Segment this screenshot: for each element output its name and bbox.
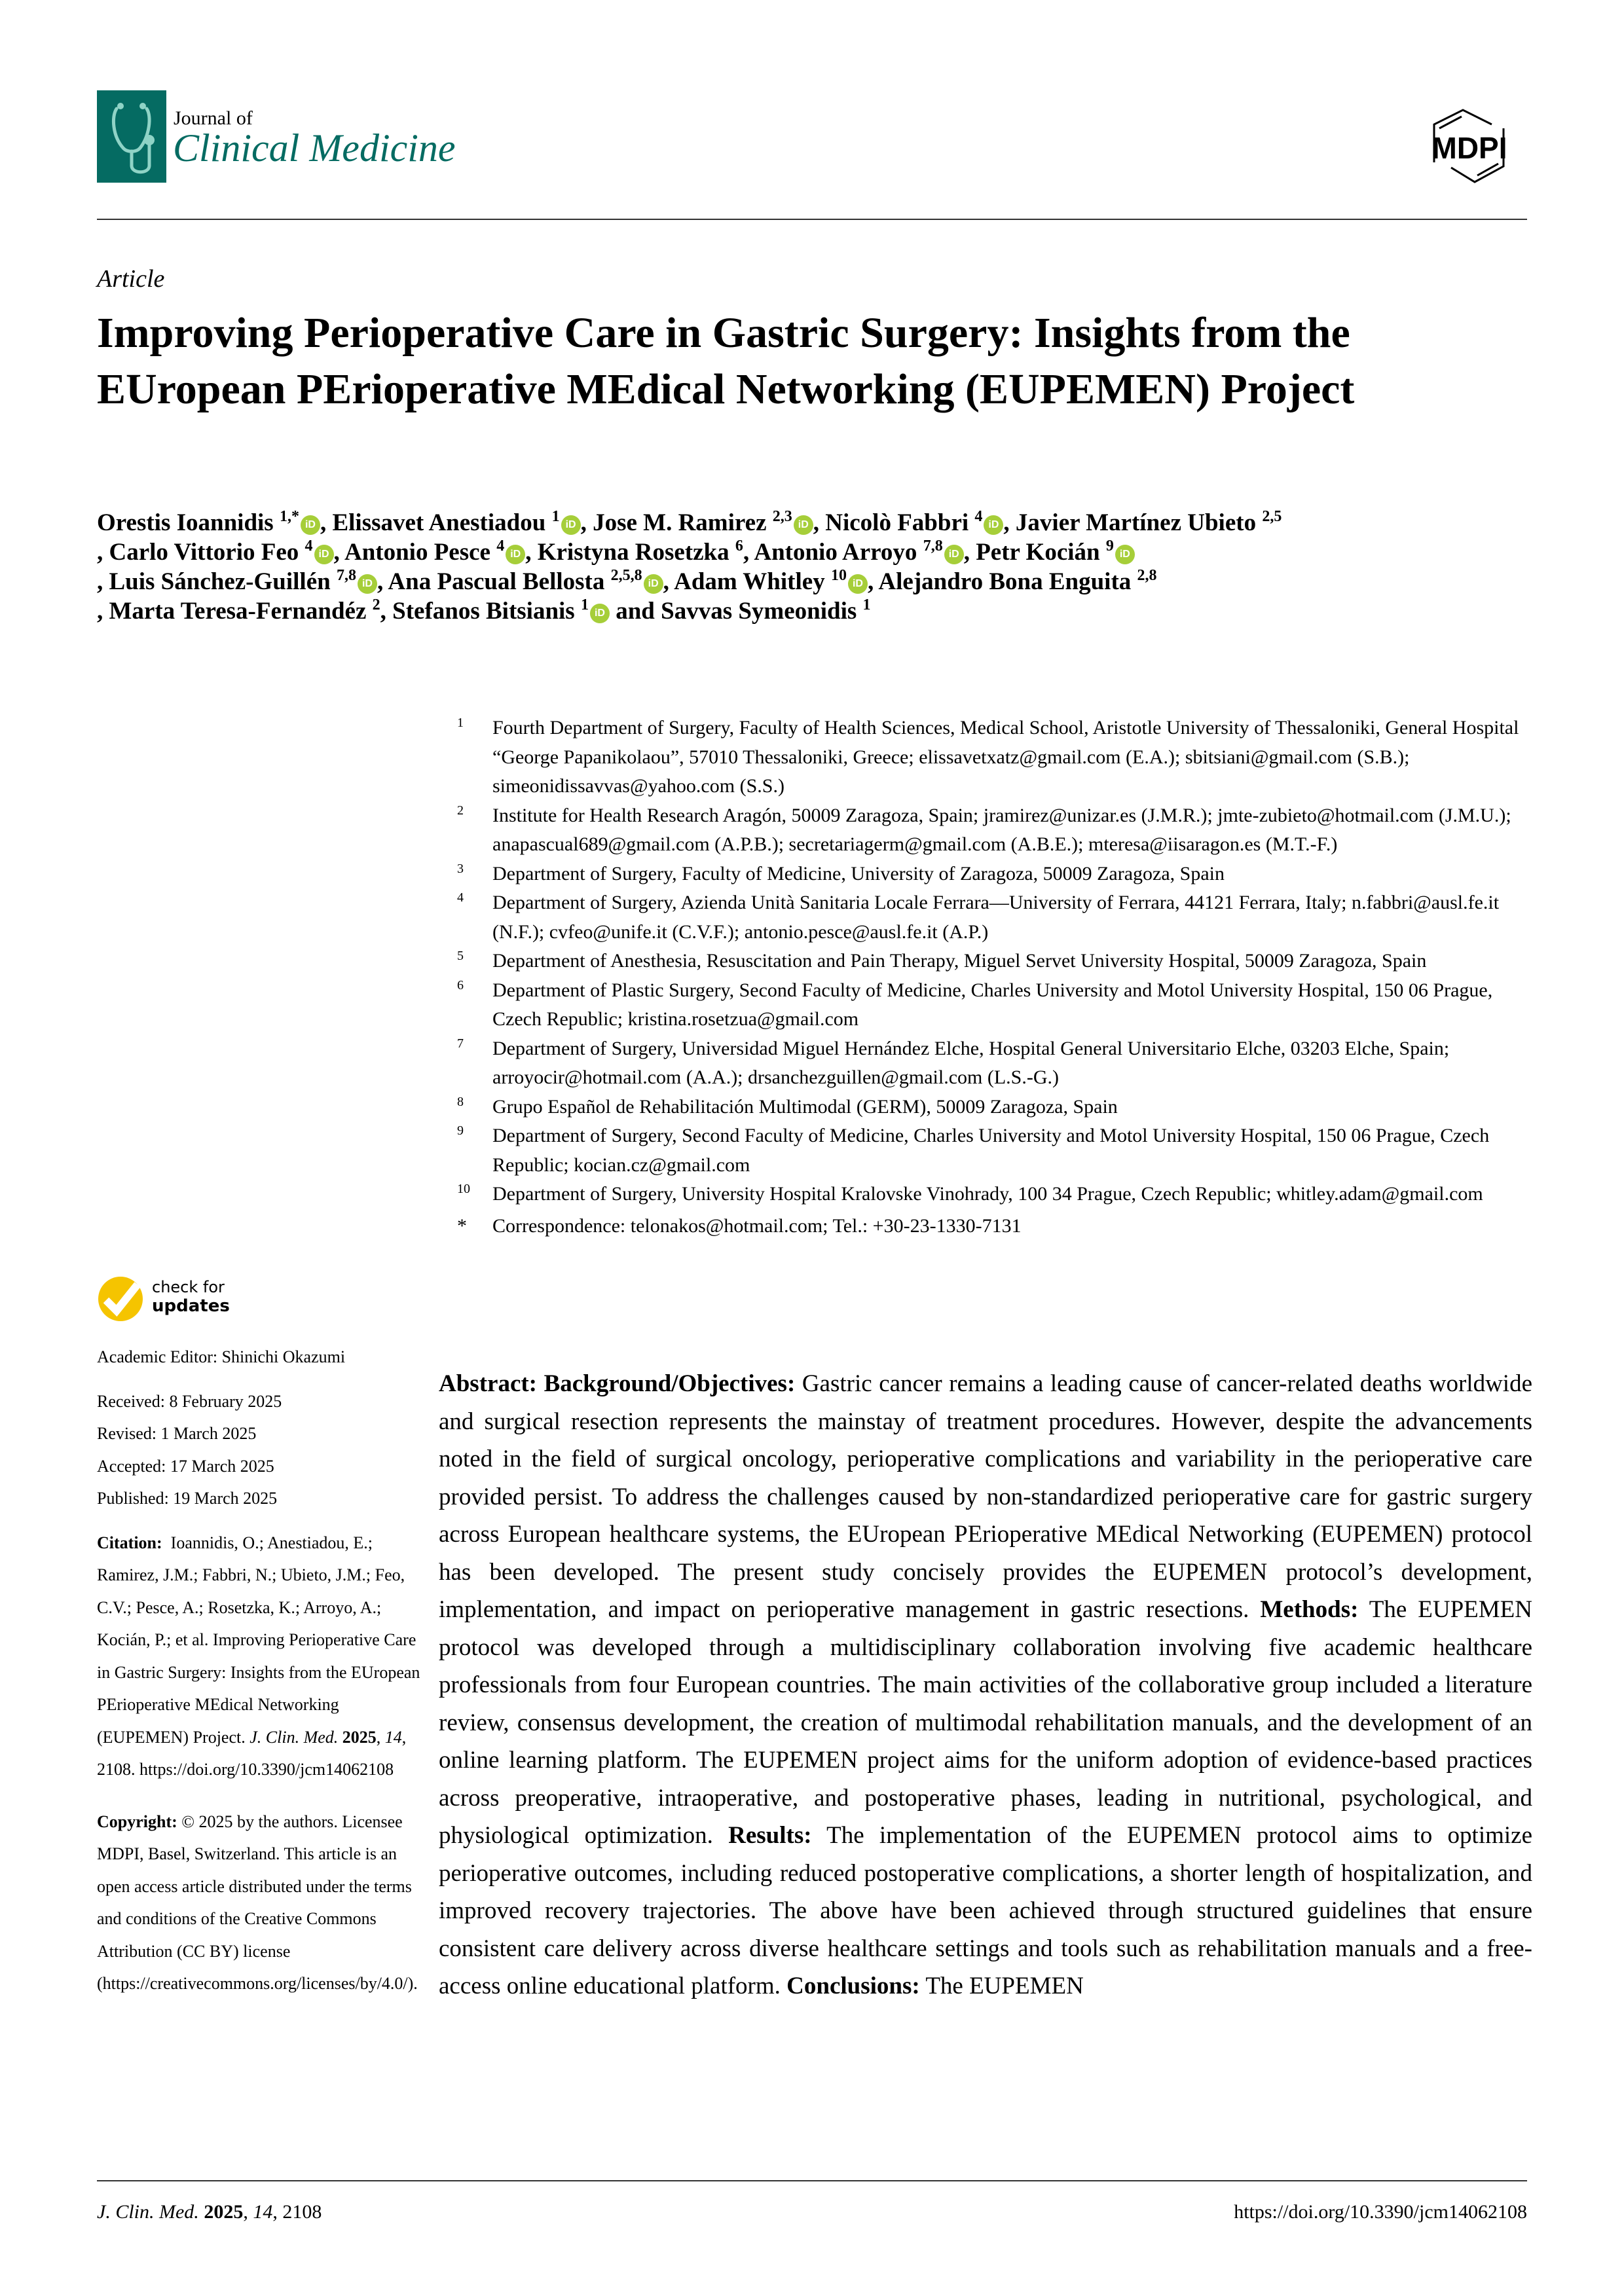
footer-journal: J. Clin. Med. [97, 2201, 199, 2223]
results-label: Results: [728, 1822, 812, 1849]
check-updates-icon [97, 1274, 144, 1321]
author-line [97, 596, 1538, 626]
citation-text: Ioannidis, O.; Anestiadou, E.; Ramirez, J.M.; Fabbri, N.; Ubieto, J.M.; Feo, C.V.; Pesce, A.; Rosetzka, K.; Arroyo, A.; Kocián, P.; et al. Improving Perioperative Care in Gastric Surgery: Insights from the EUropean PErioperative MEdical Networking (EUPEMEN) Project. [97, 1533, 420, 1747]
author-separator: , [867, 568, 879, 595]
affiliation-text: Fourth Department of Surgery, Faculty of Health Sciences, Medical School, Aristotle University of Thessaloniki, General Hospital “George Papanikolaou”, 57010 Thessaloniki, Greece; elissavetxatz@gmail.com (E.A.); sbitsiani@gmail.com (S.B.); simeonidissavvas@yahoo.com (S.S.) [492, 717, 1519, 797]
author-name[interactable]: Alejandro Bona Enguita [878, 568, 1137, 595]
article-title: Improving Perioperative Care in Gastric Surgery: Insights from the EUropean PErioperative MEdical Networking (EUPEMEN) Project [97, 309, 1355, 413]
affiliation-item [445, 860, 1532, 889]
affiliation-number: 9 [457, 1123, 464, 1138]
author-list [97, 508, 1538, 626]
author-affiliation-marker: 6 [735, 538, 743, 555]
author-name[interactable]: Savvas Symeonidis [661, 598, 863, 625]
results-text: The implementation of the EUPEMEN protocol aims to optimize perioperative outcomes, including reduced postoperative complications, a shorter length of hospitalization, and improved recovery trajectories. The above have been achieved through structured guidelines that ensure consistent care delivery across diverse healthcare settings and tools such as rehabilitation manuals and a free-access online educational platform. [439, 1822, 1533, 1999]
affiliation-item [445, 888, 1532, 947]
author-separator: , [333, 539, 344, 566]
citation: Citation: Ioannidis, O.; Anestiadou, E.; Ramirez, J.M.; Fabbri, N.; Ubieto, J.M.; Feo, C.V.; Pesce, A.; Rosetzka, K.; Arroyo, A.; Kocián, P.; et al. Improving Perioperative Care in Gastric Surgery: Insights from the EUropean PErioperative MEdical Networking (EUPEMEN) Project. J. Clin. Med. 2025, 14, 2108. https://doi.org/10.3390/jcm14062108 [97, 1533, 420, 1779]
footer-year: 2025 [204, 2201, 244, 2223]
author-affiliation-marker: 2,5 [1262, 508, 1282, 525]
journal-prefix: Journal of [174, 107, 253, 129]
article-sidebar [97, 1341, 424, 2000]
correspondence-marker: * [457, 1214, 467, 1237]
check-updates-label-1: check for [152, 1278, 225, 1296]
author-affiliation-marker: 2,5,8 [610, 567, 642, 584]
affiliation-number: 10 [457, 1182, 470, 1196]
author-name[interactable]: Luis Sánchez-Guillén [109, 568, 337, 595]
orcid-icon[interactable]: iD [314, 545, 334, 564]
affiliation-number: 4 [457, 890, 464, 905]
academic-editor: Academic Editor: Shinichi Okazumi [97, 1347, 346, 1366]
footer-doi-link[interactable]: https://doi.org/10.3390/jcm14062108 [1234, 2201, 1527, 2223]
author-affiliation-marker: 2 [372, 596, 380, 613]
methods-label: Methods: [1260, 1596, 1359, 1623]
author-name[interactable]: Javier Martínez Ubieto [1015, 509, 1263, 536]
author-separator: , [580, 509, 593, 536]
affiliation-item [445, 1093, 1532, 1122]
affiliation-number: 7 [457, 1036, 464, 1051]
author-separator: , [97, 539, 109, 566]
stethoscope-icon [97, 90, 166, 183]
conclusions-label: Conclusions: [786, 1973, 920, 1999]
author-affiliation-marker: 4 [304, 538, 313, 555]
orcid-icon[interactable]: iD [848, 574, 868, 594]
background-text: Gastric cancer remains a leading cause of cancer-related deaths worldwide and surgical resection represents the mainstay of treatment procedures. However, despite the advancements noted in the field of surgical oncology, perioperative complications and variability in the perioperative care provided persist. To address the challenges caused by non-standardized perioperative care for gastric surgery across European healthcare systems, the EUropean PErioperative MEdical Networking (EUPEMEN) protocol has been developed. The present study concisely provides the EUPEMEN protocol’s development, implementation, and impact on perioperative management in gastric resections. [439, 1370, 1532, 1623]
abstract-label: Abstract: [439, 1370, 538, 1397]
affiliation-number: 2 [457, 803, 464, 818]
affiliation-item [445, 1180, 1532, 1209]
author-name[interactable]: Kristyna Rosetzka [537, 539, 735, 566]
citation-journal: J. Clin. Med. [249, 1727, 339, 1747]
affiliation-text: Department of Surgery, Faculty of Medicine, University of Zaragoza, 50009 Zaragoza, Spain [492, 862, 1225, 884]
orcid-icon[interactable]: iD [561, 515, 581, 535]
orcid-icon[interactable]: iD [1115, 545, 1135, 564]
author-affiliation-marker: 4 [496, 538, 505, 555]
author-separator: , [1003, 509, 1016, 536]
affiliation-text: Department of Plastic Surgery, Second Faculty of Medicine, Charles University and Motol University Hospital, 150 06 Prague, Czech Republic; kristina.rosetzua@gmail.com [492, 979, 1493, 1030]
journal-logo [97, 90, 166, 183]
author-separator: , [97, 568, 109, 595]
author-name[interactable]: Elissavet Anestiadou [332, 509, 552, 536]
conclusions-text: The EUPEMEN [925, 1973, 1084, 1999]
affiliation-item [445, 714, 1532, 801]
author-affiliation-marker: 1 [551, 508, 560, 525]
author-name[interactable]: Jose M. Ramirez [593, 509, 773, 536]
affiliation-number: 8 [457, 1094, 464, 1109]
author-name[interactable]: Marta Teresa-Fernandéz [109, 598, 373, 625]
affiliation-item [445, 1121, 1532, 1180]
footer-volume: 14 [253, 2201, 273, 2223]
copyright [97, 1806, 424, 2000]
affiliation-text: Department of Anesthesia, Resuscitation and Pain Therapy, Miguel Servet University Hospital, 50009 Zaragoza, Spain [492, 950, 1427, 972]
mdpi-logo[interactable] [1408, 109, 1532, 190]
affiliation-number: 3 [457, 861, 464, 876]
orcid-icon[interactable]: iD [644, 574, 663, 594]
copyright-text: © 2025 by the authors. Licensee MDPI, Basel, Switzerland. This article is an open access article distributed under the terms and conditions of the Creative Commons Attribution (CC BY) license (https://creativecommons.org/licenses/by/4.0/). [97, 1812, 418, 1993]
affiliation-text: Department of Surgery, Second Faculty of Medicine, Charles University and Motol University Hospital, 150 06 Prague, Czech Republic; kocian.cz@gmail.com [492, 1125, 1490, 1176]
citation-doi-link[interactable]: , 2108. https://doi.org/10.3390/jcm14062108 [97, 1727, 407, 1779]
author-separator: , [320, 509, 333, 536]
correspondence-text: Correspondence: telonakos@hotmail.com; Tel.: +30-23-1330-7131 [492, 1214, 1022, 1237]
affiliation-text: Institute for Health Research Aragón, 50009 Zaragoza, Spain; jramirez@unizar.es (J.M.R.); jmte-zubieto@hotmail.com (J.M.U.); anapascual689@gmail.com (A.P.B.); secretariagerm@gmail.com (A.B.E.); mteresa@iisaragon.es (M.T.-F.) [492, 804, 1511, 855]
author-affiliation-marker: 7,8 [923, 538, 943, 555]
author-affiliation-marker: 10 [830, 567, 847, 584]
orcid-icon[interactable]: iD [794, 515, 813, 535]
author-separator: and [609, 598, 661, 625]
published-date: Published: 19 March 2025 [97, 1489, 278, 1508]
author-line [97, 538, 1538, 567]
abstract [439, 1365, 1532, 2005]
author-separator: , [377, 568, 388, 595]
affiliation-text: Department of Surgery, University Hospital Kralovske Vinohrady, 100 34 Prague, Czech Republic; whitley.adam@gmail.com [492, 1183, 1483, 1205]
author-name[interactable]: Antonio Arroyo [754, 539, 923, 566]
author-separator: , [743, 539, 754, 566]
author-name[interactable]: Ana Pascual Bellosta [388, 568, 611, 595]
revised-date: Revised: 1 March 2025 [97, 1424, 257, 1443]
article-type: Article [97, 265, 165, 293]
affiliation-item [445, 947, 1532, 976]
affiliation-item [445, 801, 1532, 860]
orcid-icon[interactable]: iD [506, 545, 525, 564]
orcid-icon[interactable]: iD [358, 574, 377, 594]
orcid-icon[interactable]: iD [944, 545, 964, 564]
footer-article: , 2108 [272, 2201, 322, 2223]
affiliation-number: 5 [457, 949, 464, 963]
author-line [97, 508, 1538, 538]
affiliation-item [445, 976, 1532, 1034]
svg-text:MDPI: MDPI [1431, 131, 1507, 165]
footer-citation: J. Clin. Med. 2025, 14, 2108 [97, 2201, 322, 2223]
orcid-icon[interactable]: iD [590, 604, 610, 623]
citation-volume: 14 [384, 1727, 402, 1747]
author-affiliation-marker: 1 [862, 596, 871, 613]
author-affiliation-marker: 7,8 [336, 567, 356, 584]
author-separator: , [97, 598, 109, 625]
author-separator: , [525, 539, 538, 566]
copyright-label: Copyright: [97, 1812, 177, 1831]
author-separator: , [380, 598, 393, 625]
author-affiliation-marker: 2,3 [772, 508, 792, 525]
author-name[interactable]: Petr Kocián [976, 539, 1106, 566]
author-name[interactable]: Carlo Vittorio Feo [109, 539, 305, 566]
author-name[interactable]: Adam Whitley [674, 568, 831, 595]
author-name[interactable]: Stefanos Bitsianis [392, 598, 581, 625]
citation-year: 2025 [342, 1727, 377, 1747]
author-separator: , [663, 568, 674, 595]
author-affiliation-marker: 1 [580, 596, 589, 613]
author-line [97, 567, 1538, 596]
author-affiliation-marker: 9 [1105, 538, 1114, 555]
orcid-icon[interactable]: iD [984, 515, 1003, 535]
affiliation-text: Grupo Español de Rehabilitación Multimodal (GERM), 50009 Zaragoza, Spain [492, 1095, 1118, 1118]
author-separator: , [963, 539, 976, 566]
affiliation-text: Department of Surgery, Azienda Unità Sanitaria Locale Ferrara—University of Ferrara, 44121 Ferrara, Italy; n.fabbri@ausl.fe.it (N.F.); cvfeo@unife.it (C.V.F.); antonio.pesce@ausl.fe.it (A.P.) [492, 892, 1500, 943]
citation-label: Citation: [97, 1533, 162, 1552]
author-name[interactable]: Nicolò Fabbri [825, 509, 975, 536]
journal-name: Clinical Medicine [173, 126, 456, 170]
footer-divider [97, 2180, 1527, 2181]
orcid-icon[interactable]: iD [301, 515, 320, 535]
correspondence [445, 1212, 1532, 1241]
author-affiliation-marker: 2,8 [1137, 567, 1157, 584]
author-name[interactable]: Antonio Pesce [344, 539, 497, 566]
affiliation-number: 1 [457, 716, 464, 730]
author-affiliation-marker: 1,* [279, 508, 299, 525]
author-name[interactable]: Orestis Ioannidis [97, 509, 280, 536]
methods-text: The EUPEMEN protocol was developed through a multidisciplinary collaboration involving five academic healthcare professionals from four European countries. The main activities of the collaborative group included a literature review, consensus development, the creation of multimodal rehabilitation manuals, and the development of an online learning platform. The EUPEMEN project aims for the uniform adoption of evidence-based practices across preoperative, intraoperative, and postoperative phases, leading in nutritional, psychological, and physiological optimization. [439, 1596, 1533, 1849]
background-label: Background/Objectives: [544, 1370, 796, 1397]
header-divider [97, 219, 1527, 220]
author-separator: , [813, 509, 826, 536]
check-updates-label-2: updates [152, 1296, 230, 1316]
accepted-date: Accepted: 17 March 2025 [97, 1456, 274, 1476]
affiliation-text: Department of Surgery, Universidad Miguel Hernández Elche, Hospital General Universitario Elche, 03203 Elche, Spain; arroyocir@hotmail.com (A.A.); drsanchezguillen@gmail.com (L.S.-G.) [492, 1037, 1450, 1088]
affiliation-number: 6 [457, 977, 464, 993]
affiliations-list [445, 714, 1532, 1241]
check-for-updates-button[interactable] [97, 1274, 254, 1326]
author-affiliation-marker: 4 [974, 508, 983, 525]
affiliation-item [445, 1034, 1532, 1093]
received-date: Received: 8 February 2025 [97, 1391, 282, 1411]
